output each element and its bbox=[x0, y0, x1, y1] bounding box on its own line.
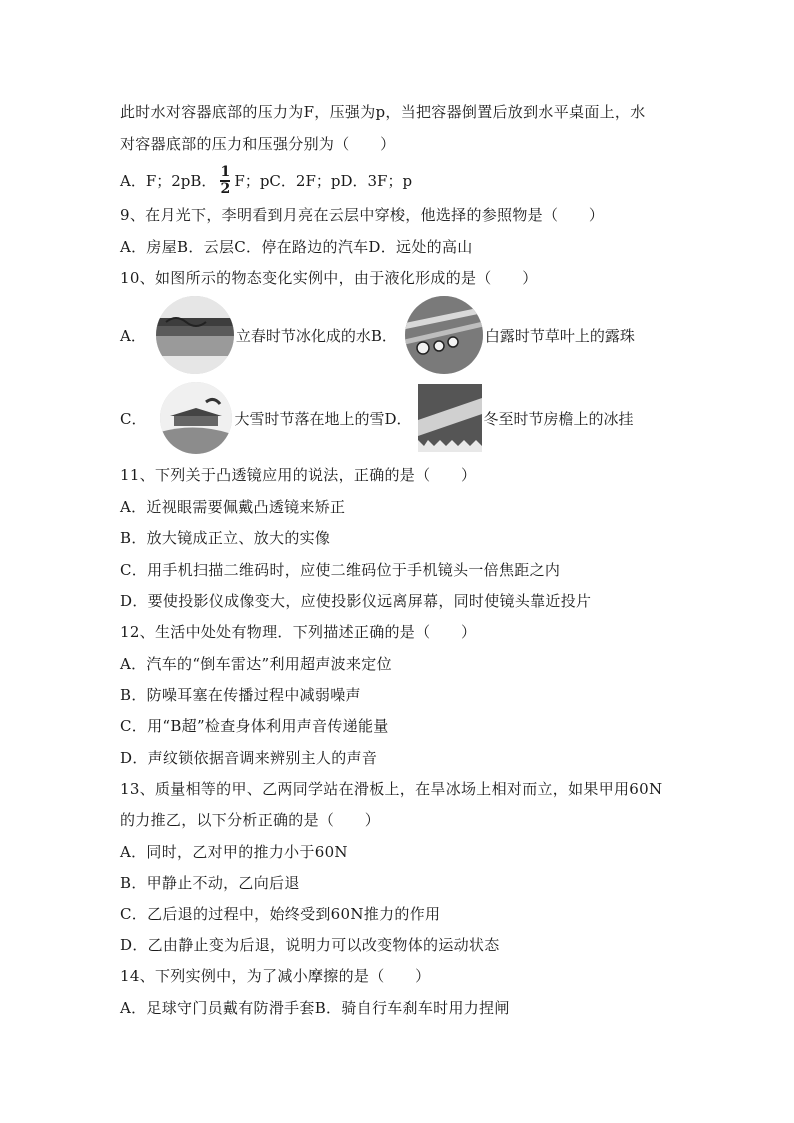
thaw-water-photo bbox=[156, 296, 234, 374]
fraction-numerator: 1 bbox=[220, 164, 231, 180]
q8-options bbox=[120, 165, 412, 197]
q13-option-b: B．甲静止不动，乙向后退 bbox=[120, 874, 300, 892]
q10-row-cd bbox=[120, 380, 634, 456]
q13-stem-line2: 的力推乙，以下分析正确的是（ ） bbox=[120, 811, 381, 829]
q12-option-a: A．汽车的“倒车雷达”利用超声波来定位 bbox=[120, 655, 392, 673]
q11-option-d: D．要使投影仪成像变大，应使投影仪远离屏幕，同时使镜头靠近投片 bbox=[120, 592, 592, 610]
q10-option-a-label: A． bbox=[120, 326, 146, 345]
q11-option-c: C．用手机扫描二维码时，应使二维码位于手机镜头一倍焦距之内 bbox=[120, 561, 561, 579]
q10-stem: 10、如图所示的物态变化实例中，由于液化形成的是（ ） bbox=[120, 269, 538, 287]
q10-option-d-text: 冬至时节房檐上的冰挂 bbox=[483, 409, 634, 428]
q9-stem: 9、在月光下，李明看到月亮在云层中穿梭，他选择的参照物是（ ） bbox=[120, 206, 605, 224]
q8-options-rest: F；pC．2F；pD．3F；p bbox=[234, 172, 413, 191]
q14-options: A．足球守门员戴有防滑手套B．骑自行车刹车时用力捏闸 bbox=[120, 999, 510, 1017]
icicle-photo bbox=[418, 384, 482, 452]
q10-option-a-text: 立春时节冰化成的水B． bbox=[235, 326, 397, 345]
q12-option-d: D．声纹锁依据音调来辨别主人的声音 bbox=[120, 749, 378, 767]
q8-stem-line2: 对容器底部的压力和压强分别为（ ） bbox=[120, 135, 396, 153]
fraction-denominator: 2 bbox=[220, 180, 231, 197]
q12-stem: 12、生活中处处有物理．下列描述正确的是（ ） bbox=[120, 623, 477, 641]
q13-stem-line1: 13、质量相等的甲、乙两同学站在滑板上，在旱冰场上相对而立，如果甲用60N bbox=[120, 780, 663, 798]
q11-option-b: B．放大镜成正立、放大的实像 bbox=[120, 529, 331, 547]
q11-option-a: A．近视眼需要佩戴凸透镜来矫正 bbox=[120, 498, 346, 516]
fraction-one-half bbox=[220, 165, 230, 197]
q12-option-c: C．用“B超”检查身体利用声音传递能量 bbox=[120, 717, 389, 735]
q13-option-d: D．乙由静止变为后退，说明力可以改变物体的运动状态 bbox=[120, 936, 500, 954]
q10-option-b-text: 白露时节草叶上的露珠 bbox=[484, 326, 635, 345]
q11-stem: 11、下列关于凸透镜应用的说法，正确的是（ ） bbox=[120, 466, 477, 484]
q9-options: A．房屋B．云层C．停在路边的汽车D．远处的高山 bbox=[120, 238, 473, 256]
q14-stem: 14、下列实例中，为了减小摩擦的是（ ） bbox=[120, 967, 431, 985]
q13-option-a: A．同时，乙对甲的推力小于60N bbox=[120, 843, 348, 861]
q8-option-a: A．F；2pB． bbox=[120, 172, 217, 191]
q10-option-c-text: 大雪时节落在地上的雪D． bbox=[234, 409, 412, 428]
dew-on-grass-photo bbox=[405, 296, 483, 374]
q8-stem-line1: 此时水对容器底部的压力为F，压强为p，当把容器倒置后放到水平桌面上，水 bbox=[120, 103, 646, 121]
snow-photo bbox=[160, 382, 232, 454]
q13-option-c: C．乙后退的过程中，始终受到60N推力的作用 bbox=[120, 905, 441, 923]
q12-option-b: B．防噪耳塞在传播过程中减弱噪声 bbox=[120, 686, 361, 704]
q10-row-ab bbox=[120, 296, 635, 374]
q10-option-c-label: C． bbox=[120, 409, 147, 428]
